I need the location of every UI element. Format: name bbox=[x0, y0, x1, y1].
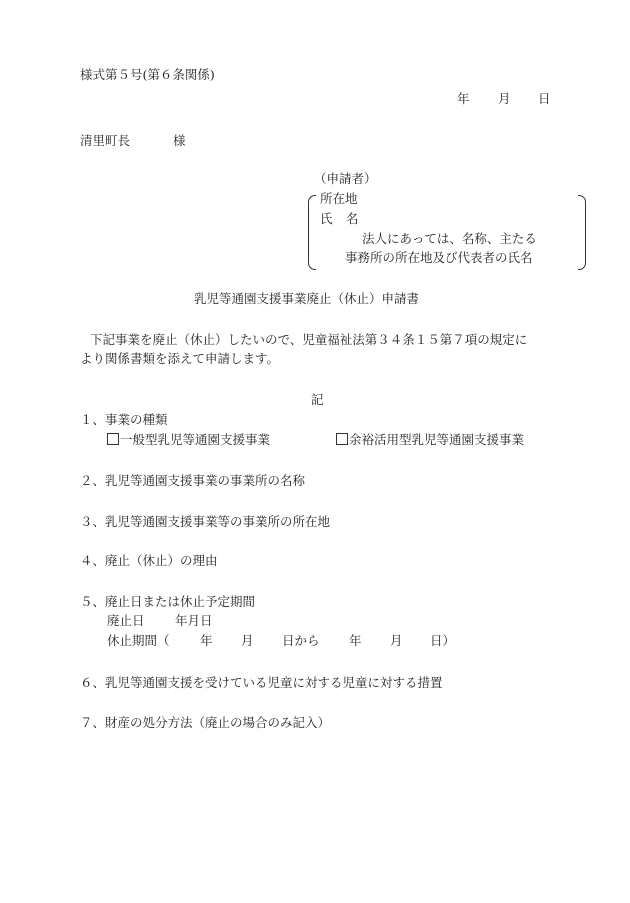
form-number: 様式第５号(第６条関係) bbox=[80, 67, 215, 82]
ki-heading: 記 bbox=[311, 392, 324, 407]
item1-option2[interactable] bbox=[336, 432, 524, 447]
suspend-from-day: 日から bbox=[282, 633, 320, 648]
item2-label: ２、乳児等通園支援事業の事業所の名称 bbox=[80, 473, 306, 488]
right-bracket bbox=[578, 195, 586, 270]
suspend-to-month: 月 bbox=[390, 633, 403, 648]
item3-label: ３、乳児等通園支援事業等の事業所の所在地 bbox=[80, 514, 331, 529]
item5-label: ５、廃止日または休止予定期間 bbox=[80, 594, 256, 609]
item1-label: １、事業の種類 bbox=[80, 412, 168, 427]
body-line2: より関係書類を添えて申請します。 bbox=[80, 351, 280, 366]
applicant-heading: （申請者） bbox=[314, 171, 377, 186]
item6-label: ６、乳児等通園支援を受けている児童に対する児童に対する措置 bbox=[80, 675, 443, 690]
suspend-from-year: 年 bbox=[200, 633, 213, 648]
date-day: 日 bbox=[538, 91, 551, 106]
name-label-2: 名 bbox=[346, 211, 359, 226]
address-label: 所在地 bbox=[320, 191, 358, 206]
body-line1: 下記事業を廃止（休止）したいので、児童福祉法第３４条１５第７項の規定に bbox=[90, 332, 528, 347]
item1-option1-label: 一般型乳児等通園支援事業 bbox=[120, 432, 271, 447]
suspend-label: 休止期間（ bbox=[107, 633, 170, 648]
applicant-note-line1: 法人にあっては、名称、主たる bbox=[362, 231, 537, 246]
suspend-from-month: 月 bbox=[241, 633, 254, 648]
addressee-name: 清里町長 bbox=[80, 133, 131, 148]
left-bracket bbox=[308, 195, 316, 270]
item1-option1[interactable] bbox=[107, 432, 270, 447]
document-title: 乳児等通園支援事業廃止（休止）申請書 bbox=[194, 291, 420, 306]
item4-label: ４、廃止（休止）の理由 bbox=[80, 553, 218, 568]
abolish-date: 年月日 bbox=[175, 613, 213, 628]
addressee-honorific: 様 bbox=[173, 133, 186, 148]
suspend-to-day: 日） bbox=[430, 633, 456, 648]
date-year: 年 bbox=[457, 91, 470, 106]
applicant-note-line2: 事務所の所在地及び代表者の氏名 bbox=[345, 250, 533, 265]
checkbox-general[interactable] bbox=[107, 433, 119, 445]
item1-option2-label: 余裕活用型乳児等通園支援事業 bbox=[349, 432, 525, 447]
checkbox-surplus[interactable] bbox=[336, 433, 348, 445]
suspend-to-year: 年 bbox=[349, 633, 362, 648]
date-month: 月 bbox=[498, 91, 511, 106]
abolish-label: 廃止日 bbox=[107, 613, 145, 628]
name-label-1: 氏 bbox=[320, 211, 333, 226]
item7-label: ７、財産の処分方法（廃止の場合のみ記入） bbox=[80, 715, 331, 730]
